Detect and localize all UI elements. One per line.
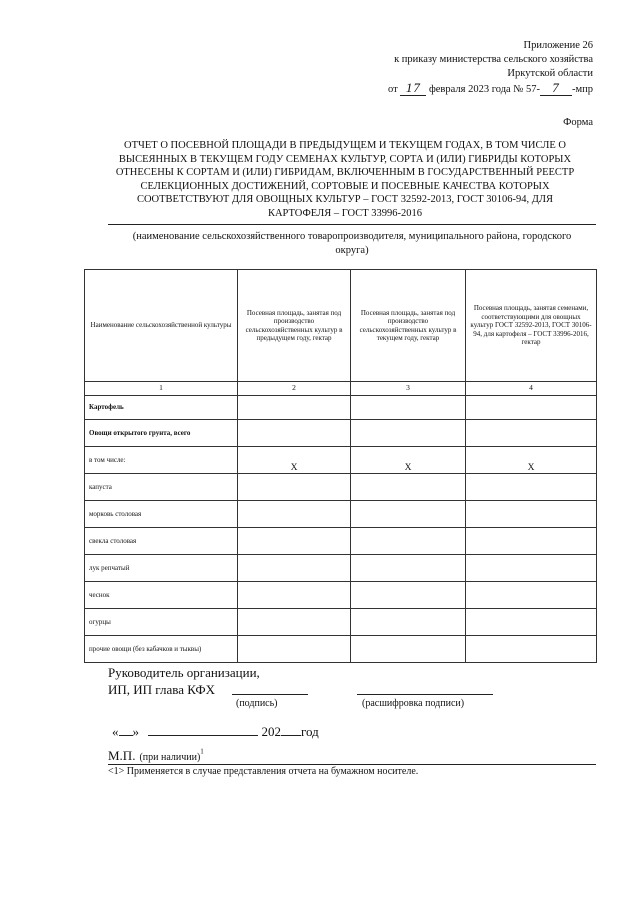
table-row: [85, 528, 597, 555]
appendix-number: Приложение 26: [523, 40, 593, 51]
title-line-5: СООТВЕТСТВУЮТ ДЛЯ ОВОЩНЫХ КУЛЬТУР – ГОСТ 32592-2013, ГОСТ 30106-94, ДЛЯ: [136, 194, 554, 205]
cell-input[interactable]: [238, 396, 351, 420]
header-prev-year-area: Посевная площадь, занятая под производство сельскохозяйственных культур в предыдущем году, гектар: [238, 270, 351, 382]
table-row: [85, 447, 597, 474]
seal-note: (при наличии): [139, 752, 201, 763]
footnote-separator: [108, 764, 596, 765]
cell-input[interactable]: [238, 528, 351, 555]
date-month-field[interactable]: [148, 723, 258, 736]
order-from-prefix: от: [388, 84, 398, 95]
date-close-quote: »: [132, 724, 139, 739]
cell-input[interactable]: [351, 501, 466, 528]
row-label-cabbage: капуста: [85, 474, 238, 501]
signature-decode-caption: (расшифровка подписи): [362, 698, 465, 709]
form-label: Форма: [563, 117, 593, 128]
title-line-2: ВЫСЕЯННЫХ В ТЕКУЩЕМ ГОДУ СЕМЕНАХ КУЛЬТУР, СОРТА И (ИЛИ) ГИБРИДЫ КОТОРЫХ: [118, 153, 572, 165]
table-row: [85, 474, 597, 501]
table-row: [85, 636, 597, 663]
seal-footnote-ref: 1: [200, 747, 204, 756]
date-open-quote: «: [112, 724, 119, 739]
cell-input[interactable]: [466, 474, 597, 501]
signature-decode-line[interactable]: [357, 694, 493, 695]
row-label-including: в том числе:: [85, 447, 238, 474]
date-year-prefix: 202: [261, 724, 281, 739]
cell-input[interactable]: [351, 396, 466, 420]
cell-input[interactable]: [238, 474, 351, 501]
header-crop-name: Наименование сельскохозяйственной культуры: [85, 270, 238, 382]
producer-caption-line-2: округа): [335, 245, 369, 256]
title-line-4: СЕЛЕКЦИОННЫХ ДОСТИЖЕНИЙ, СОРТОВЫЕ И ПОСЕВНЫЕ КАЧЕСТВА КОТОРЫХ: [140, 180, 550, 192]
cell-input[interactable]: [466, 501, 597, 528]
cell-input[interactable]: [238, 609, 351, 636]
cell-input[interactable]: [351, 528, 466, 555]
cell-input[interactable]: [351, 420, 466, 447]
seal-line: [108, 747, 204, 765]
signature-line[interactable]: [232, 694, 308, 695]
order-date-line: [388, 81, 593, 97]
cell-input[interactable]: [351, 555, 466, 582]
table-row: [85, 609, 597, 636]
cell-input[interactable]: [466, 582, 597, 609]
row-label-carrot: морковь столовая: [85, 501, 238, 528]
producer-caption-line-1: (наименование сельскохозяйственного товаропроизводителя, муниципального района, городского: [132, 231, 572, 242]
signatory-title-2: ИП, ИП глава КФХ: [108, 682, 215, 697]
table-header-row: [85, 270, 597, 382]
table-column-numbers: [85, 382, 597, 396]
report-title: [104, 139, 586, 220]
row-label-garlic: чеснок: [85, 582, 238, 609]
col-number-4: 4: [466, 382, 597, 396]
region-name: Иркутской области: [507, 68, 593, 79]
row-label-potato: Картофель: [85, 396, 238, 420]
order-day: 17: [400, 81, 426, 96]
seal-label: М.П.: [108, 748, 136, 763]
crop-area-table: [84, 269, 597, 663]
header-certified-seed-area: Посевная площадь, занятая семенами, соответствующими для овощных культур ГОСТ 32592-2013, ГОСТ 30106-94, для картофеля – ГОСТ 33996-2016, гектар: [466, 270, 597, 382]
order-number: 7: [540, 81, 572, 96]
row-label-vegetables-total: Овощи открытого грунта, всего: [85, 420, 238, 447]
title-line-1: ОТЧЕТ О ПОСЕВНОЙ ПЛОЩАДИ В ПРЕДЫДУЩЕМ И ТЕКУЩЕМ ГОДАХ, В ТОМ ЧИСЛЕ О: [124, 140, 566, 151]
cell-input[interactable]: [466, 420, 597, 447]
title-line-6: КАРТОФЕЛЯ – ГОСТ 33996-2016: [267, 207, 423, 219]
cell-input[interactable]: [466, 609, 597, 636]
row-label-cucumber: огурцы: [85, 609, 238, 636]
col-number-1: 1: [85, 382, 238, 396]
signature-caption: (подпись): [236, 698, 278, 709]
cell-input[interactable]: [351, 636, 466, 663]
row-label-beet: свекла столовая: [85, 528, 238, 555]
cell-x-mark: Х: [351, 447, 466, 474]
cell-input[interactable]: [351, 582, 466, 609]
cell-input[interactable]: [466, 528, 597, 555]
header-current-year-area: Посевная площадь, занятая под производство сельскохозяйственных культур в текущем году, гектар: [351, 270, 466, 382]
cell-x-mark: Х: [238, 447, 351, 474]
cell-input[interactable]: [466, 396, 597, 420]
signatory-title-1: Руководитель организации,: [108, 665, 260, 680]
cell-input[interactable]: [238, 420, 351, 447]
producer-name-line[interactable]: [108, 224, 596, 225]
col-number-2: 2: [238, 382, 351, 396]
cell-input[interactable]: [238, 501, 351, 528]
table-row: [85, 420, 597, 447]
date-line: [112, 723, 319, 740]
table-row: [85, 582, 597, 609]
date-year-suffix: год: [301, 724, 319, 739]
col-number-3: 3: [351, 382, 466, 396]
order-month-year: февраля 2023 года № 57-: [428, 84, 540, 95]
order-reference: к приказу министерства сельского хозяйства: [394, 54, 593, 65]
row-label-onion: лук репчатый: [85, 555, 238, 582]
cell-input[interactable]: [351, 474, 466, 501]
producer-caption: [104, 230, 600, 258]
cell-input[interactable]: [238, 636, 351, 663]
cell-input[interactable]: [466, 636, 597, 663]
title-line-3: ОТНЕСЕНЫ К СОРТАМ И (ИЛИ) ГИБРИДАМ, ВКЛЮЧЕННЫМ В ГОСУДАРСТВЕННЫЙ РЕЕСТР: [115, 167, 575, 178]
footnote: <1> Применяется в случае представления отчета на бумажном носителе.: [108, 766, 419, 777]
date-year-field[interactable]: [281, 723, 301, 736]
date-day-field[interactable]: [119, 723, 133, 736]
table-row: [85, 501, 597, 528]
order-suffix: -мпр: [571, 84, 593, 95]
cell-x-mark: Х: [466, 447, 597, 474]
table-row: [85, 396, 597, 420]
table-row: [85, 555, 597, 582]
cell-input[interactable]: [238, 582, 351, 609]
row-label-other-vegetables: прочие овощи (без кабачков и тыквы): [85, 636, 238, 663]
cell-input[interactable]: [466, 555, 597, 582]
cell-input[interactable]: [351, 609, 466, 636]
cell-input[interactable]: [238, 555, 351, 582]
